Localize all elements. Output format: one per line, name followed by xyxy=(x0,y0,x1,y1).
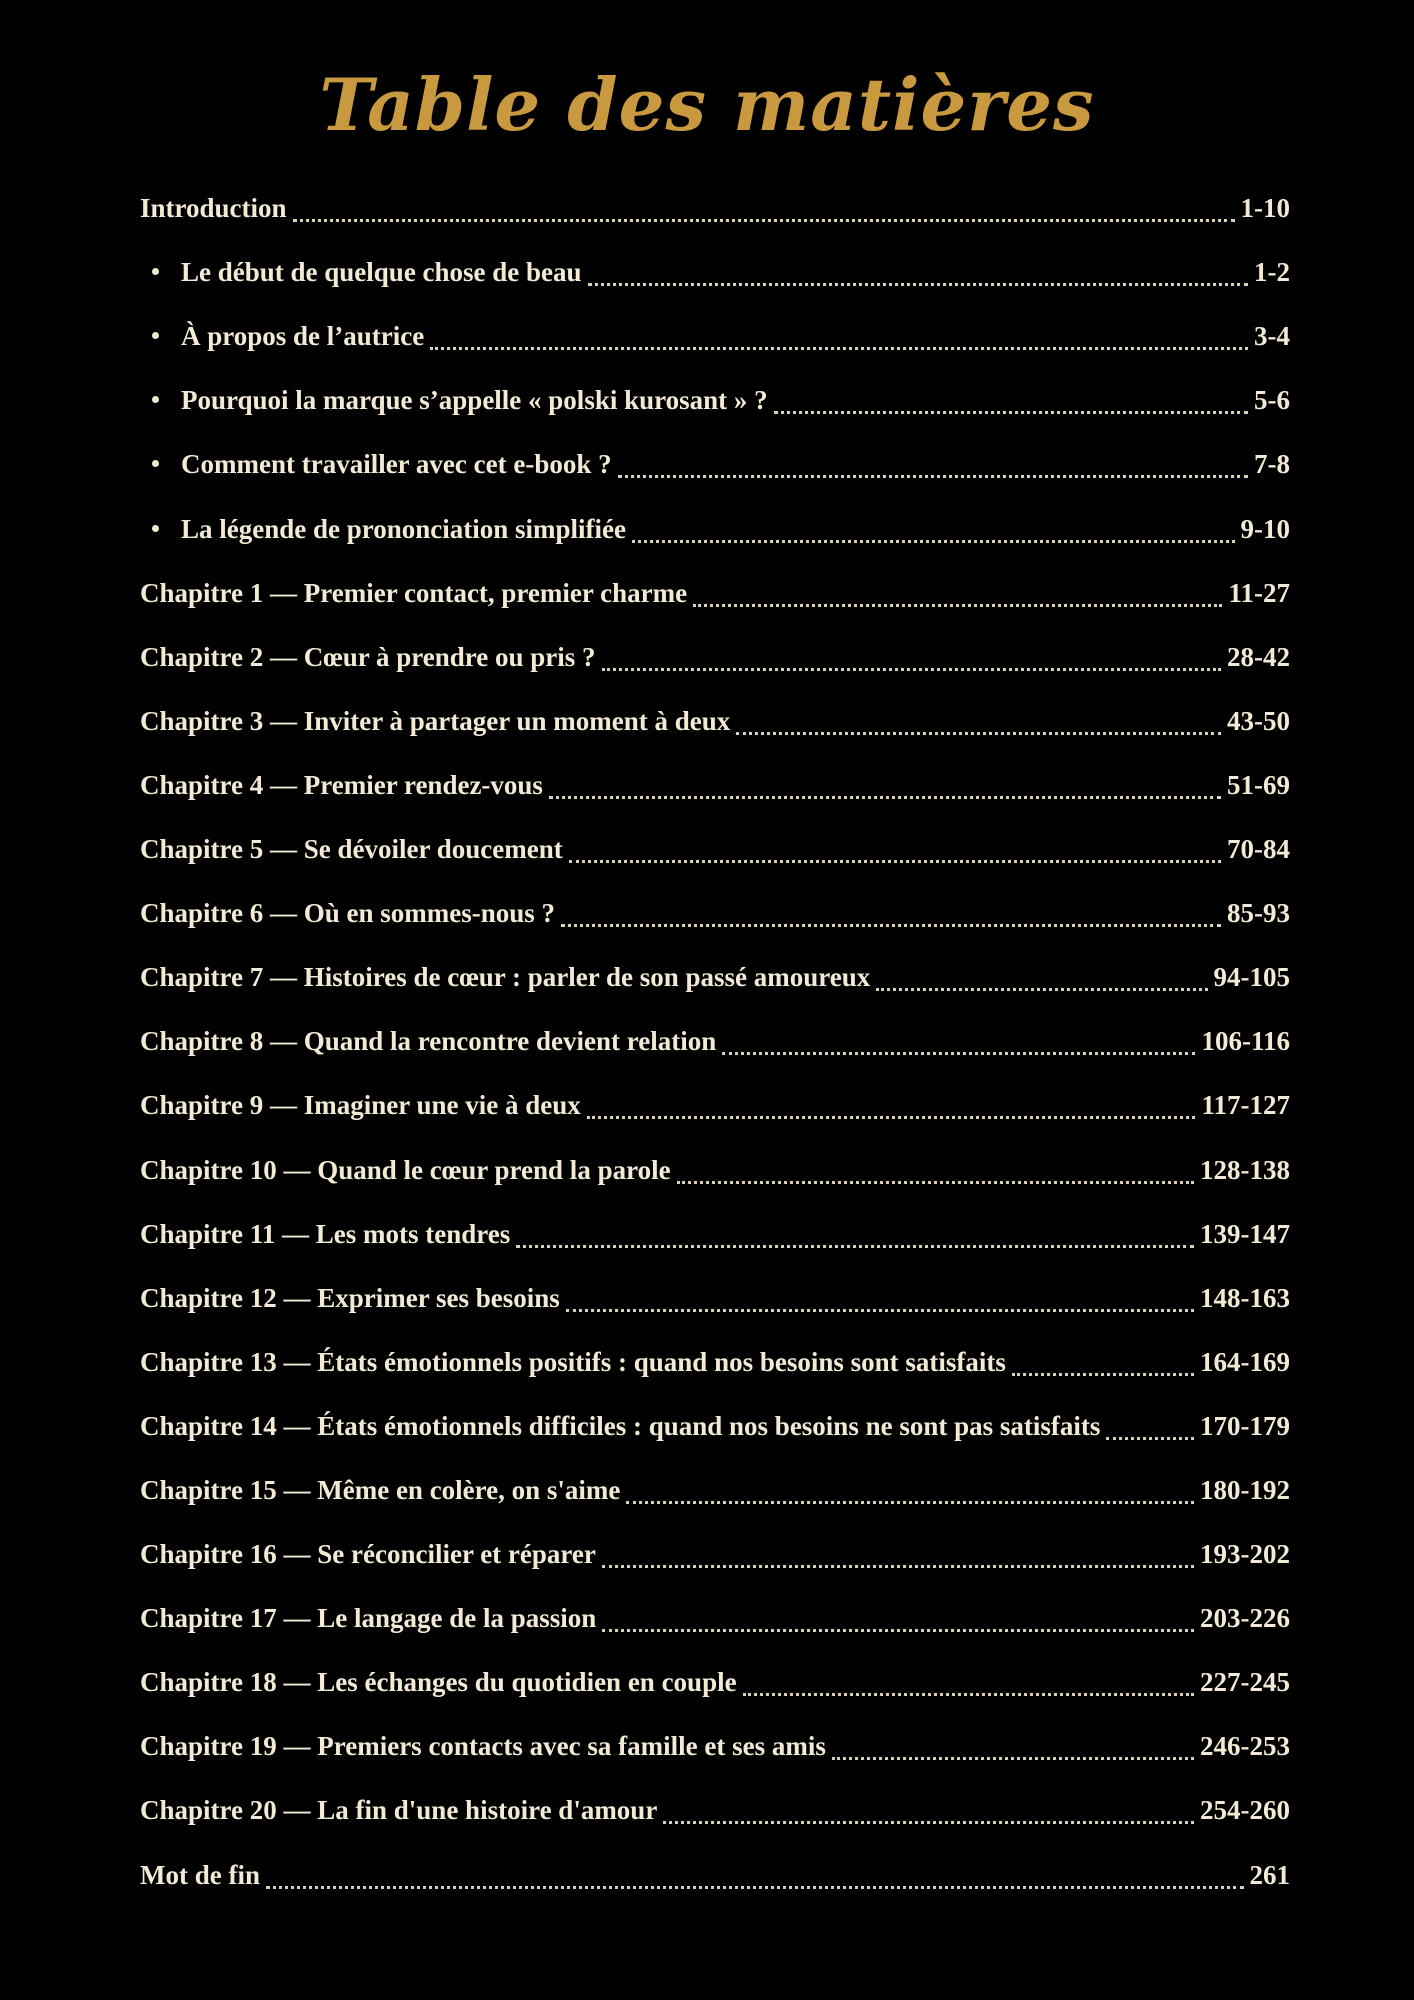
dot-leader xyxy=(587,1116,1196,1119)
toc-entry[interactable] xyxy=(140,1283,1290,1323)
toc-entry-pages: 43-50 xyxy=(1227,706,1290,736)
dot-leader xyxy=(618,475,1248,478)
toc-subentry[interactable] xyxy=(152,385,1290,425)
toc-entry-pages: 7-8 xyxy=(1254,449,1290,479)
toc-entry-title: Comment travailler avec cet e-book ? xyxy=(181,449,612,479)
toc-entry[interactable] xyxy=(140,193,1290,233)
toc-entry-title: Chapitre 3 — Inviter à partager un moment à deux xyxy=(140,706,731,736)
dot-leader xyxy=(626,1501,1194,1504)
toc-entry-pages: 51-69 xyxy=(1227,770,1290,800)
toc-entry-title: Chapitre 1 — Premier contact, premier charme xyxy=(140,578,688,608)
toc-entry-title: Chapitre 20 — La fin d'une histoire d'amour xyxy=(140,1795,658,1825)
toc-entry-pages: 85-93 xyxy=(1227,898,1290,928)
toc-entry-title: Chapitre 2 — Cœur à prendre ou pris ? xyxy=(140,642,596,672)
bullet-icon xyxy=(152,332,159,339)
toc-entry[interactable] xyxy=(140,1731,1290,1771)
toc-entry-pages: 94-105 xyxy=(1213,962,1290,992)
toc-entry-pages: 128-138 xyxy=(1200,1155,1290,1185)
toc-entry-title: Chapitre 8 — Quand la rencontre devient relation xyxy=(140,1026,717,1056)
toc-entry-title: Chapitre 6 — Où en sommes-nous ? xyxy=(140,898,556,928)
dot-leader xyxy=(743,1693,1194,1696)
toc-entry-title: Chapitre 19 — Premiers contacts avec sa famille et ses amis xyxy=(140,1731,826,1761)
toc-entry[interactable] xyxy=(140,642,1290,682)
toc-entry[interactable] xyxy=(140,706,1290,746)
dot-leader xyxy=(1106,1437,1194,1440)
toc-entry-pages: 117-127 xyxy=(1201,1090,1290,1120)
dot-leader xyxy=(266,1886,1244,1889)
toc-entry-pages: 9-10 xyxy=(1240,514,1290,544)
toc-entry-pages: 1-10 xyxy=(1240,193,1290,223)
page-title: Table des matières xyxy=(319,62,1095,147)
dot-leader xyxy=(1012,1373,1194,1376)
toc-entry-title: La légende de prononciation simplifiée xyxy=(181,514,627,544)
toc-subentry[interactable] xyxy=(152,321,1290,361)
toc-entry[interactable] xyxy=(140,1026,1290,1066)
toc-entry[interactable] xyxy=(140,1219,1290,1259)
toc-entry-title: Chapitre 16 — Se réconcilier et réparer xyxy=(140,1539,596,1569)
toc-entry-title: Mot de fin xyxy=(140,1860,260,1890)
dot-leader xyxy=(722,1052,1195,1055)
toc-entry[interactable] xyxy=(140,578,1290,618)
dot-leader xyxy=(602,1565,1194,1568)
toc-entry[interactable] xyxy=(140,1090,1290,1130)
toc-entry-pages: 246-253 xyxy=(1200,1731,1290,1761)
dot-leader xyxy=(566,1309,1194,1312)
toc-entry-pages: 3-4 xyxy=(1254,321,1290,351)
toc-entry-title: Introduction xyxy=(140,193,287,223)
toc-entry[interactable] xyxy=(140,1539,1290,1579)
toc-subentry[interactable] xyxy=(152,257,1290,297)
toc-entry-title: Chapitre 7 — Histoires de cœur : parler de son passé amoureux xyxy=(140,962,871,992)
toc-entry-title: Chapitre 12 — Exprimer ses besoins xyxy=(140,1283,560,1313)
toc-entry-pages: 180-192 xyxy=(1200,1475,1290,1505)
toc-entry-pages: 106-116 xyxy=(1201,1026,1290,1056)
toc-entry[interactable] xyxy=(140,1667,1290,1707)
toc-entry-title: Chapitre 10 — Quand le cœur prend la parole xyxy=(140,1155,671,1185)
dot-leader xyxy=(876,988,1207,991)
toc-entry-pages: 254-260 xyxy=(1200,1795,1290,1825)
toc-entry[interactable] xyxy=(140,898,1290,938)
toc-entry-pages: 11-27 xyxy=(1228,578,1290,608)
toc-entry-pages: 28-42 xyxy=(1227,642,1290,672)
toc-entry-pages: 227-245 xyxy=(1200,1667,1290,1697)
toc-entry-pages: 193-202 xyxy=(1200,1539,1290,1569)
toc-entry-title: Chapitre 13 — États émotionnels positifs : quand nos besoins sont satisfaits xyxy=(140,1347,1006,1377)
dot-leader xyxy=(693,604,1222,607)
toc-entry-title: Chapitre 4 — Premier rendez-vous xyxy=(140,770,543,800)
dot-leader xyxy=(569,860,1221,863)
toc-entry[interactable] xyxy=(140,962,1290,1002)
toc-entry-title: Chapitre 17 — Le langage de la passion xyxy=(140,1603,597,1633)
toc-entry-title: Le début de quelque chose de beau xyxy=(181,257,582,287)
dot-leader xyxy=(736,732,1221,735)
toc-entry-pages: 261 xyxy=(1249,1860,1290,1890)
bullet-icon xyxy=(152,525,159,532)
toc-entry-title: Chapitre 14 — États émotionnels difficiles : quand nos besoins ne sont pas satisfaits xyxy=(140,1411,1101,1441)
dot-leader xyxy=(549,796,1221,799)
toc-entry-title: Chapitre 5 — Se dévoiler doucement xyxy=(140,834,563,864)
toc-entry-title: Chapitre 11 — Les mots tendres xyxy=(140,1219,511,1249)
dot-leader xyxy=(677,1181,1194,1184)
toc-entry[interactable] xyxy=(140,1411,1290,1451)
toc-entry-pages: 5-6 xyxy=(1254,385,1290,415)
toc-entry[interactable] xyxy=(140,1603,1290,1643)
toc-entry-pages: 70-84 xyxy=(1227,834,1290,864)
dot-leader xyxy=(774,411,1248,414)
bullet-icon xyxy=(152,460,159,467)
dot-leader xyxy=(293,219,1235,222)
toc-entry-pages: 170-179 xyxy=(1200,1411,1290,1441)
toc-entry[interactable] xyxy=(140,1347,1290,1387)
toc-entry-pages: 139-147 xyxy=(1200,1219,1290,1249)
dot-leader xyxy=(516,1245,1194,1248)
toc-entry-pages: 1-2 xyxy=(1254,257,1290,287)
toc-entry[interactable] xyxy=(140,1795,1290,1835)
dot-leader xyxy=(602,668,1221,671)
toc-entry[interactable] xyxy=(140,1860,1290,1900)
toc-entry-title: Pourquoi la marque s’appelle « polski kurosant » ? xyxy=(181,385,768,415)
dot-leader xyxy=(602,1629,1194,1632)
dot-leader xyxy=(832,1757,1194,1760)
toc-entry-pages: 164-169 xyxy=(1200,1347,1290,1377)
dot-leader xyxy=(588,283,1248,286)
dot-leader xyxy=(430,347,1248,350)
toc-subentry[interactable] xyxy=(152,514,1290,554)
dot-leader xyxy=(632,540,1234,543)
dot-leader xyxy=(561,924,1221,927)
toc-entry[interactable] xyxy=(140,1155,1290,1195)
toc-entry[interactable] xyxy=(140,770,1290,810)
dot-leader xyxy=(663,1821,1194,1824)
toc-subentry[interactable] xyxy=(152,449,1290,489)
toc-entry-title: À propos de l’autrice xyxy=(181,321,425,351)
bullet-icon xyxy=(152,268,159,275)
toc-entry-pages: 148-163 xyxy=(1200,1283,1290,1313)
toc-entry-title: Chapitre 18 — Les échanges du quotidien en couple xyxy=(140,1667,737,1697)
toc-entry[interactable] xyxy=(140,1475,1290,1515)
bullet-icon xyxy=(152,396,159,403)
toc-entry-pages: 203-226 xyxy=(1200,1603,1290,1633)
toc-entry-title: Chapitre 15 — Même en colère, on s'aime xyxy=(140,1475,621,1505)
toc-entry-title: Chapitre 9 — Imaginer une vie à deux xyxy=(140,1090,581,1120)
toc-entry[interactable] xyxy=(140,834,1290,874)
